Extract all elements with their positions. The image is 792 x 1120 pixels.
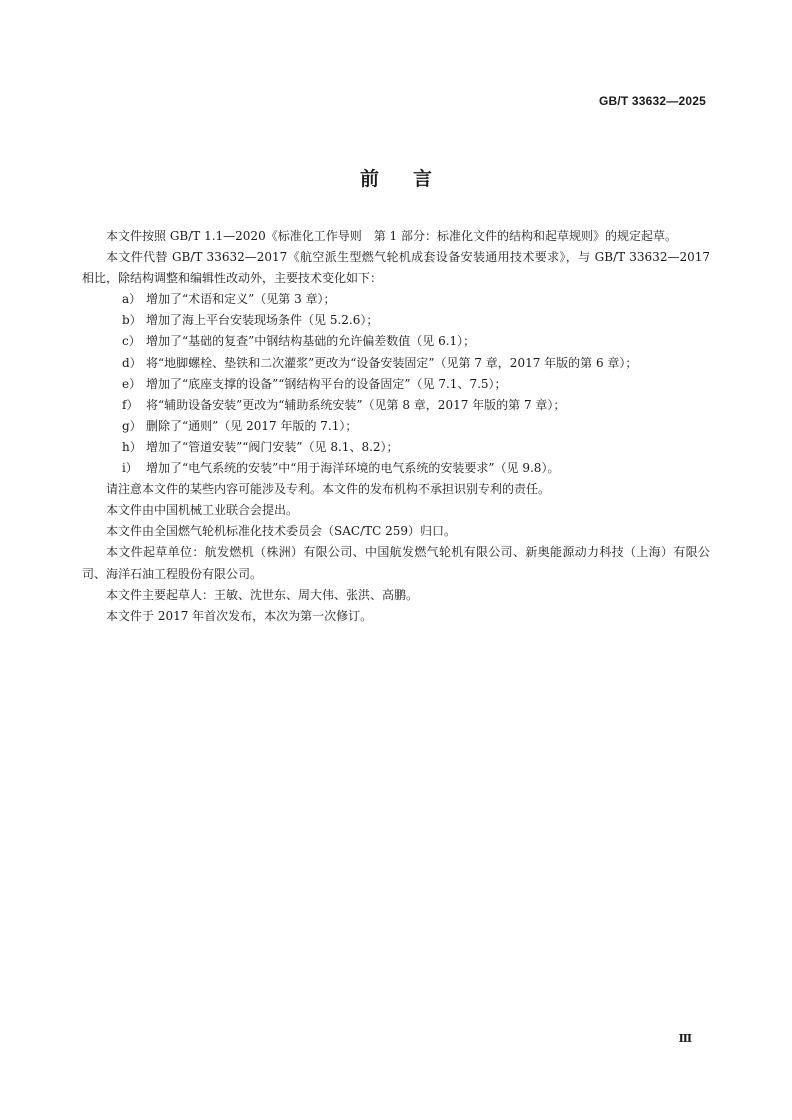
list-item: [82, 331, 710, 352]
list-marker: c）: [122, 334, 141, 349]
list-marker: h）: [122, 439, 142, 454]
title-char-1: 前: [359, 168, 379, 190]
managed-by: 本文件由全国燃气轮机标准化技术委员会（SAC/TC 259）归口。: [106, 524, 457, 539]
list-item: [82, 437, 710, 458]
list-marker: a）: [122, 292, 142, 307]
list-item: [82, 416, 710, 437]
standard-code: GB/T 33632—2025: [598, 94, 706, 108]
list-item: [82, 310, 710, 331]
title-char-2: 言: [413, 168, 433, 190]
list-marker: f）: [122, 397, 139, 412]
list-marker: d）: [122, 355, 142, 370]
patent-notice: 请注意本文件的某些内容可能涉及专利。本文件的发布机构不承担识别专利的责任。: [106, 482, 551, 497]
list-text: 将“辅助设备安装”更改为“辅助系统安装”（见第 8 章，2017 年版的第 7 章）；: [146, 397, 566, 412]
list-item: [82, 395, 710, 416]
proposed-by: 本文件由中国机械工业联合会提出。: [106, 503, 299, 518]
list-marker: e）: [122, 376, 142, 391]
list-text: 增加了“基础的复查”中钢结构基础的允许偏差数值（见 6.1）；: [146, 334, 476, 349]
paragraph-replacement: 本文件代替 GB/T 33632—2017《航空派生型燃气轮机成套设备安装通用技术要求》，与 GB/T 33632—2017 相比，除结构调整和编辑性改动外，主要技术变化如下：: [82, 250, 710, 286]
list-item: [82, 289, 710, 310]
page-number: Ⅲ: [678, 1032, 692, 1045]
list-text: 增加了“电气系统的安装”中“用于海洋环境的电气系统的安装要求”（见 9.8）。: [146, 461, 560, 476]
changes-list: [82, 289, 710, 479]
drafting-units: 本文件起草单位：航发燃机（株洲）有限公司、中国航发燃气轮机有限公司、新奥能源动力科技（上海）有限公司、海洋石油工程股份有限公司。: [82, 545, 710, 581]
page-title: [0, 164, 792, 191]
list-text: 增加了海上平台安装现场条件（见 5.2.6）；: [146, 313, 379, 328]
list-text: 增加了“管道安装”“阀门安装”（见 8.1、8.2）；: [146, 439, 399, 454]
list-marker: g）: [122, 418, 142, 433]
paragraph-drafting-rules: 本文件按照 GB/T 1.1—2020《标准化工作导则 第 1 部分：标准化文件的结构和起草规则》的规定起草。: [106, 229, 677, 243]
list-text: 删除了“通则”（见 2017 年版的 7.1）；: [146, 418, 358, 433]
foreword-body: [82, 226, 710, 627]
list-item: [82, 353, 710, 374]
list-marker: i）: [122, 461, 138, 476]
list-marker: b）: [122, 313, 142, 328]
publication-history: 本文件于 2017 年首次发布，本次为第一次修订。: [106, 608, 373, 623]
drafters: 本文件主要起草人：王敏、沈世东、周大伟、张洪、高鹏。: [106, 587, 419, 602]
list-text: 将“地脚螺栓、垫铁和二次灌浆”更改为“设备安装固定”（见第 7 章，2017 年版的第 6 章）；: [146, 355, 638, 370]
list-text: 增加了“术语和定义”（见第 3 章）；: [146, 292, 336, 307]
list-item: [82, 374, 710, 395]
list-text: 增加了“底座支撑的设备”“钢结构平台的设备固定”（见 7.1、7.5）；: [146, 376, 507, 391]
list-item: [82, 458, 710, 479]
